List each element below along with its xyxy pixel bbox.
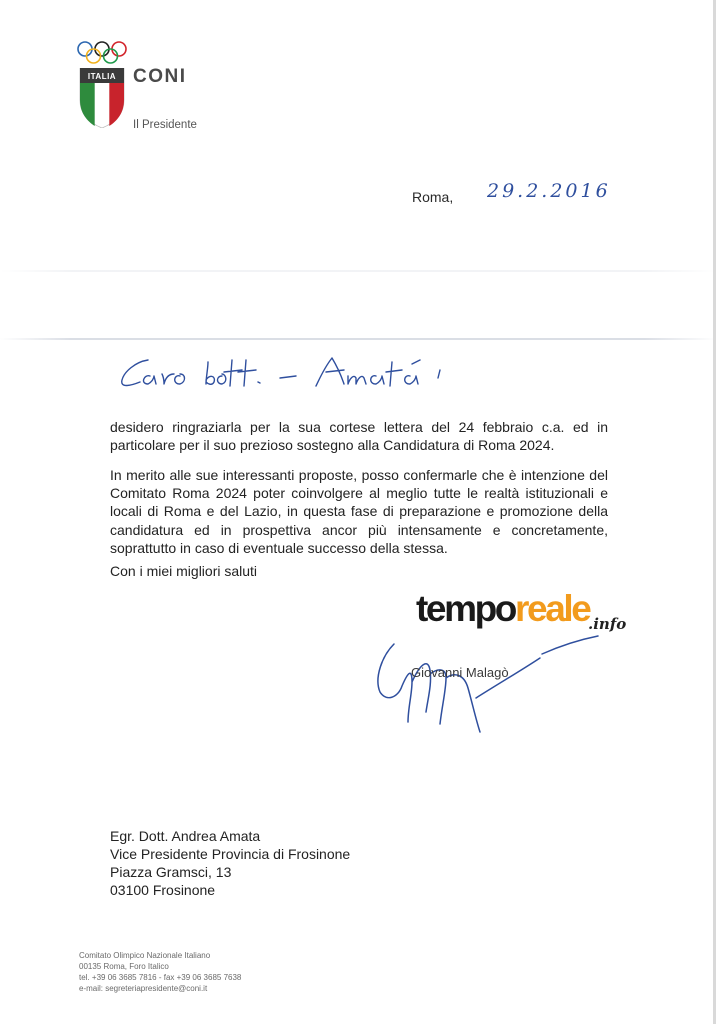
org-name: CONI: [133, 66, 187, 87]
place: Roma,: [412, 189, 454, 205]
footer-line-3: tel. +39 06 3685 7816 - fax +39 06 3685 7638: [79, 973, 242, 982]
body-paragraph-2: In merito alle sue interessanti proposte, posso confermarle che è intenzione del Comitato Roma 2024 poter coinvolgere al meglio tutte le realtà istituzionali e locali di Roma e del Lazio, in questa fase di preparazione e promozione della candidatura ed in prospettiva ancor più intensamente e concretamente, soprattutto in caso di eventuale successo della stessa.: [110, 467, 608, 556]
signer-name: Giovanni Malagò: [411, 665, 509, 680]
shield-text: ITALIA: [87, 72, 117, 81]
watermark-part-1: tempo: [416, 588, 516, 629]
handwritten-date: 29.2.2016: [487, 180, 611, 202]
recipient-line-1: Egr. Dott. Andrea Amata: [110, 828, 261, 844]
paper-crease: [0, 270, 716, 272]
watermark-logo: [416, 588, 589, 630]
footer-line-2: 00135 Roma, Foro Italico: [79, 962, 169, 971]
recipient-line-4: 03100 Frosinone: [110, 882, 216, 898]
footer-email: e-mail: segreteriapresidente@coni.it: [79, 984, 208, 993]
sender-role: Il Presidente: [133, 119, 197, 131]
handwritten-salutation: [110, 348, 490, 398]
olympic-rings-icon: [76, 40, 128, 66]
watermark-part-2: reale: [515, 588, 590, 629]
recipient-line-2: Vice Presidente Provincia di Frosinone: [110, 846, 351, 862]
paper-fold-line: [0, 338, 716, 340]
watermark-suffix: .info: [588, 615, 627, 633]
recipient-line-3: Piazza Gramsci, 13: [110, 864, 232, 880]
handwritten-signature: [372, 628, 602, 736]
body-paragraph-1: desidero ringraziarla per la sua cortese lettera del 24 febbraio c.a. ed in particolare per il suo prezioso sostegno alla Candidatura di Roma 2024.: [110, 419, 608, 454]
footer-line-1: Comitato Olimpico Nazionale Italiano: [79, 951, 211, 960]
closing-line: Con i miei migliori saluti: [110, 563, 258, 579]
